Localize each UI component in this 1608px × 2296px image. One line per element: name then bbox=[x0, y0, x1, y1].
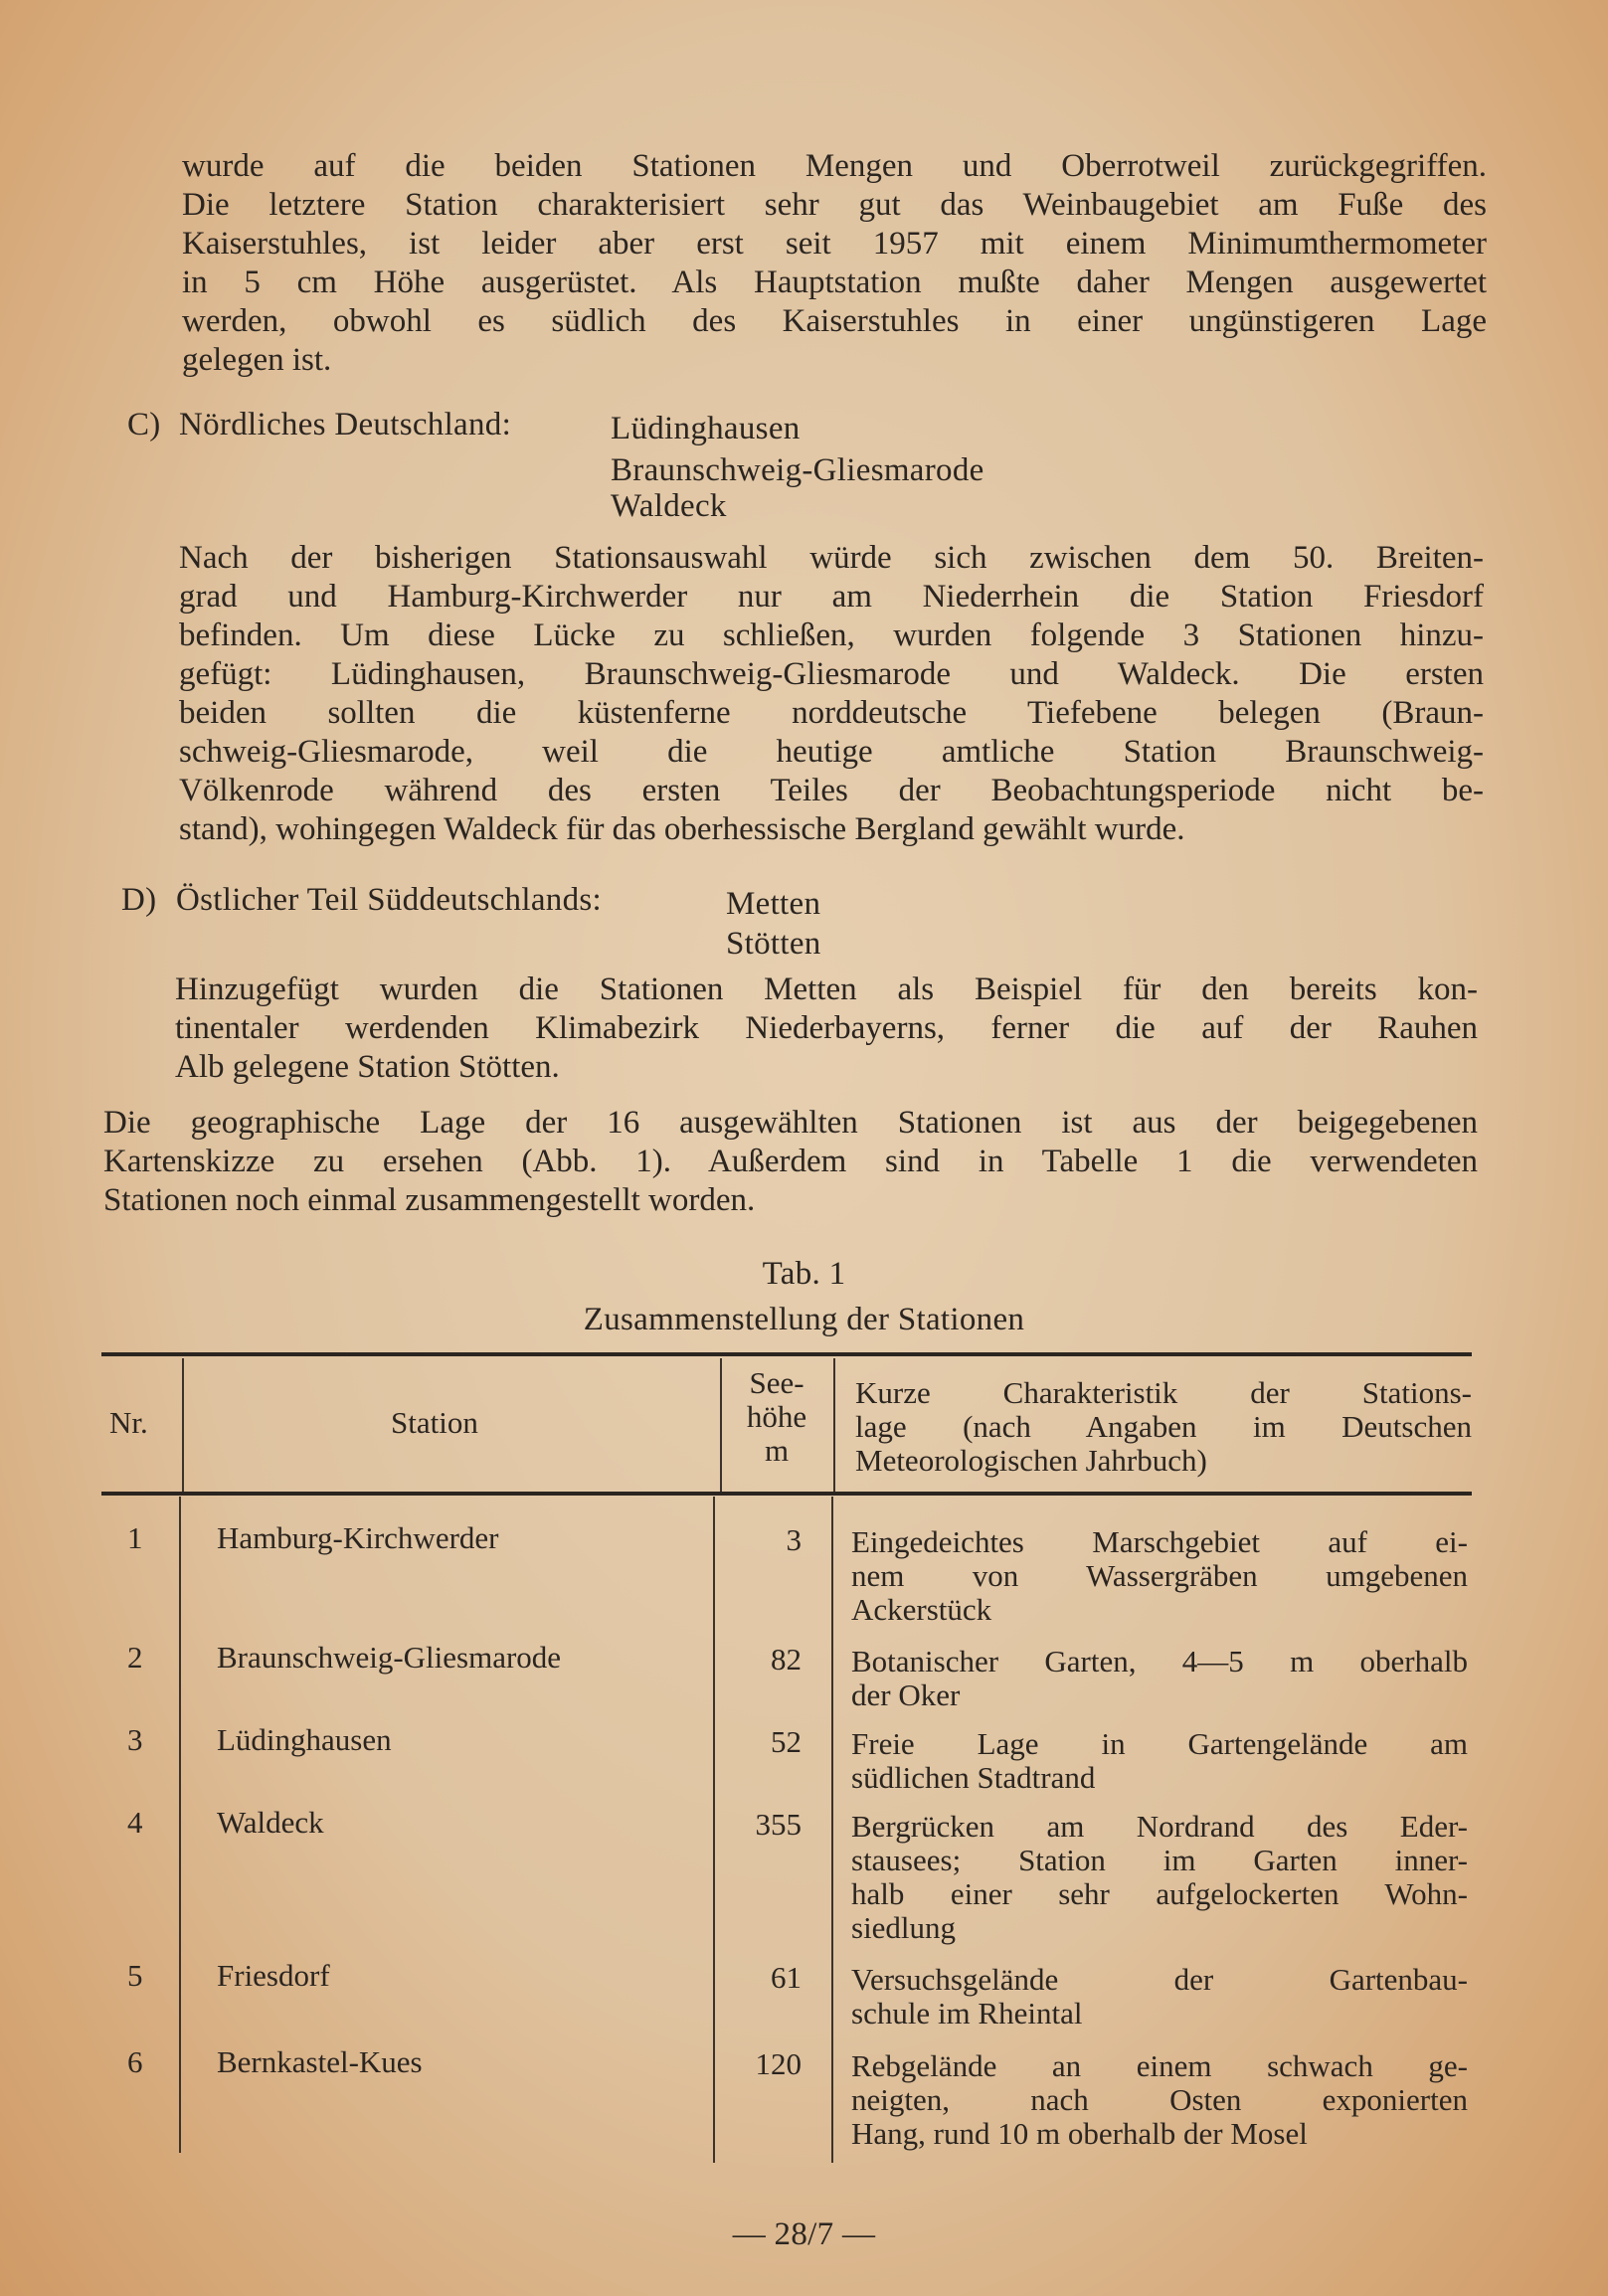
row-height: 120 bbox=[755, 2046, 802, 2081]
table-header-rule bbox=[101, 1492, 1472, 1496]
header-station: Station bbox=[391, 1405, 478, 1440]
paragraph-line: Die letztere Station charakterisiert sehr gut das Weinbaugebiet am Fuße des bbox=[182, 187, 1487, 223]
row-height: 355 bbox=[755, 1807, 802, 1842]
row-station: Hamburg-Kirchwerder bbox=[217, 1520, 499, 1555]
row-station: Friesdorf bbox=[217, 1958, 330, 1993]
paragraph-line: Völkenrode während des ersten Teiles der Beobachtungsperiode nicht be- bbox=[179, 773, 1484, 808]
table-caption: Zusammenstellung der Stationen bbox=[583, 1302, 1025, 1337]
row-nr: 6 bbox=[127, 2044, 143, 2079]
header-nr: Nr. bbox=[109, 1405, 148, 1440]
header-description-line: Kurze Charakteristik der Stations- bbox=[855, 1375, 1472, 1410]
row-description-line: Hang, rund 10 m oberhalb der Mosel bbox=[851, 2116, 1308, 2151]
row-description bbox=[851, 1963, 1468, 2031]
row-height: 61 bbox=[771, 1960, 802, 1995]
row-description bbox=[851, 1525, 1468, 1627]
row-station: Braunschweig-Gliesmarode bbox=[217, 1640, 562, 1675]
row-description-line: stausees; Station im Garten inner- bbox=[851, 1843, 1468, 1877]
section-d-station-2: Stötten bbox=[726, 926, 821, 962]
row-nr: 1 bbox=[127, 1520, 143, 1555]
section-d-station-1: Metten bbox=[726, 886, 821, 922]
row-nr: 5 bbox=[127, 1958, 143, 1993]
header-height-line-1: See- bbox=[749, 1365, 804, 1400]
header-height-line-3: m bbox=[764, 1433, 790, 1468]
row-nr: 3 bbox=[127, 1722, 143, 1757]
section-c-station-2: Braunschweig-Gliesmarode bbox=[611, 452, 984, 488]
section-c-marker: C) bbox=[127, 407, 161, 442]
section-c-station-3: Waldeck bbox=[611, 488, 727, 524]
row-description-line: Rebgelände an einem schwach ge- bbox=[851, 2048, 1468, 2083]
paragraph-line: Hinzugefügt wurden die Stationen Metten als Beispiel für den bereits kon- bbox=[175, 971, 1478, 1007]
row-description bbox=[851, 1645, 1468, 1712]
section-d-marker: D) bbox=[121, 882, 157, 918]
header-description bbox=[855, 1376, 1472, 1478]
paragraph-line: Kaiserstuhles, ist leider aber erst seit 1957 mit einem Minimumthermometer bbox=[182, 226, 1487, 262]
body-separator bbox=[831, 1497, 833, 2163]
paragraph-line: Nach der bisherigen Stationsauswahl würde sich zwischen dem 50. Breiten- bbox=[179, 540, 1484, 576]
paragraph-line: tinentaler werdenden Klimabezirk Niederbayerns, ferner die auf der Rauhen bbox=[175, 1010, 1478, 1046]
header-separator bbox=[182, 1358, 184, 1492]
row-description-line: Bergrücken am Nordrand des Eder- bbox=[851, 1809, 1468, 1844]
row-description-line: halb einer sehr aufgelockerten Wohn- bbox=[851, 1876, 1468, 1911]
paragraph-line: befinden. Um diese Lücke zu schließen, wurden folgende 3 Stationen hinzu- bbox=[179, 618, 1484, 653]
section-c-station-1: Lüdinghausen bbox=[611, 411, 801, 446]
table-label: Tab. 1 bbox=[762, 1256, 846, 1292]
paragraph-line: grad und Hamburg-Kirchwerder nur am Niederrhein die Station Friesdorf bbox=[179, 579, 1484, 615]
row-description-line: nem von Wassergräben umgebenen bbox=[851, 1558, 1468, 1593]
header-height bbox=[722, 1366, 831, 1468]
row-station: Waldeck bbox=[217, 1805, 324, 1840]
paragraph-line: beiden sollten die küstenferne norddeutsche Tiefebene belegen (Braun- bbox=[179, 695, 1484, 731]
row-height: 3 bbox=[786, 1522, 802, 1557]
row-description-line: Ackerstück bbox=[851, 1592, 992, 1627]
row-station: Lüdinghausen bbox=[217, 1722, 392, 1757]
row-description-line: neigten, nach Osten exponierten bbox=[851, 2082, 1468, 2117]
section-c-paragraph bbox=[179, 539, 1484, 849]
row-description bbox=[851, 2049, 1468, 2151]
header-separator bbox=[833, 1358, 835, 1492]
page-number: — 28/7 — bbox=[732, 2216, 876, 2252]
row-height: 82 bbox=[771, 1642, 802, 1677]
row-nr: 2 bbox=[127, 1640, 143, 1675]
section-c-heading: Nördliches Deutschland: bbox=[179, 407, 512, 442]
row-description-line: schule im Rheintal bbox=[851, 1996, 1083, 2031]
section-d-heading: Östlicher Teil Süddeutschlands: bbox=[176, 882, 602, 918]
paragraph-line: wurde auf die beiden Stationen Mengen und Oberrotweil zurückgegriffen. bbox=[182, 148, 1487, 184]
header-description-line: Meteorologischen Jahrbuch) bbox=[855, 1443, 1207, 1478]
row-station: Bernkastel-Kues bbox=[217, 2044, 423, 2079]
row-description-line: Versuchsgelände der Gartenbau- bbox=[851, 1962, 1468, 1997]
row-description-line: Botanischer Garten, 4—5 m oberhalb bbox=[851, 1644, 1468, 1678]
paragraph-line: Die geographische Lage der 16 ausgewählten Stationen ist aus der beigegebenen bbox=[103, 1105, 1478, 1141]
paragraph-line: gefügt: Lüdinghausen, Braunschweig-Gliesmarode und Waldeck. Die ersten bbox=[179, 656, 1484, 692]
paragraph-line: werden, obwohl es südlich des Kaiserstuhles in einer ungünstigeren Lage bbox=[182, 303, 1487, 339]
row-nr: 4 bbox=[127, 1805, 143, 1840]
paragraph-line: Stationen noch einmal zusammengestellt worden. bbox=[103, 1182, 756, 1218]
row-description-line: der Oker bbox=[851, 1678, 961, 1712]
row-description-line: siedlung bbox=[851, 1910, 957, 1945]
header-description-line: lage (nach Angaben im Deutschen bbox=[855, 1409, 1472, 1444]
section-d-paragraph bbox=[175, 971, 1478, 1087]
body-separator bbox=[713, 1497, 715, 2163]
row-description-line: Freie Lage in Gartengelände am bbox=[851, 1726, 1468, 1761]
paragraph-line: gelegen ist. bbox=[182, 342, 332, 378]
row-height: 52 bbox=[771, 1724, 802, 1759]
intro-paragraph bbox=[182, 147, 1487, 380]
header-height-line-2: höhe bbox=[746, 1399, 807, 1434]
row-description-line: Eingedeichtes Marschgebiet auf ei- bbox=[851, 1524, 1468, 1559]
paragraph-line: Alb gelegene Station Stötten. bbox=[175, 1049, 560, 1085]
row-description bbox=[851, 1727, 1468, 1795]
paragraph-line: in 5 cm Höhe ausgerüstet. Als Hauptstation mußte daher Mengen ausgewertet bbox=[182, 265, 1487, 300]
paragraph-line: schweig-Gliesmarode, weil die heutige amtliche Station Braunschweig- bbox=[179, 734, 1484, 770]
row-description bbox=[851, 1810, 1468, 1945]
body-separator bbox=[179, 1497, 181, 2153]
paragraph-line: stand), wohingegen Waldeck für das oberhessische Bergland gewählt wurde. bbox=[179, 811, 1185, 847]
paragraph-line: Kartenskizze zu ersehen (Abb. 1). Außerdem sind in Tabelle 1 die verwendeten bbox=[103, 1144, 1478, 1179]
row-description-line: südlichen Stadtrand bbox=[851, 1760, 1096, 1795]
closing-paragraph bbox=[103, 1104, 1478, 1220]
table-top-rule bbox=[101, 1352, 1472, 1356]
